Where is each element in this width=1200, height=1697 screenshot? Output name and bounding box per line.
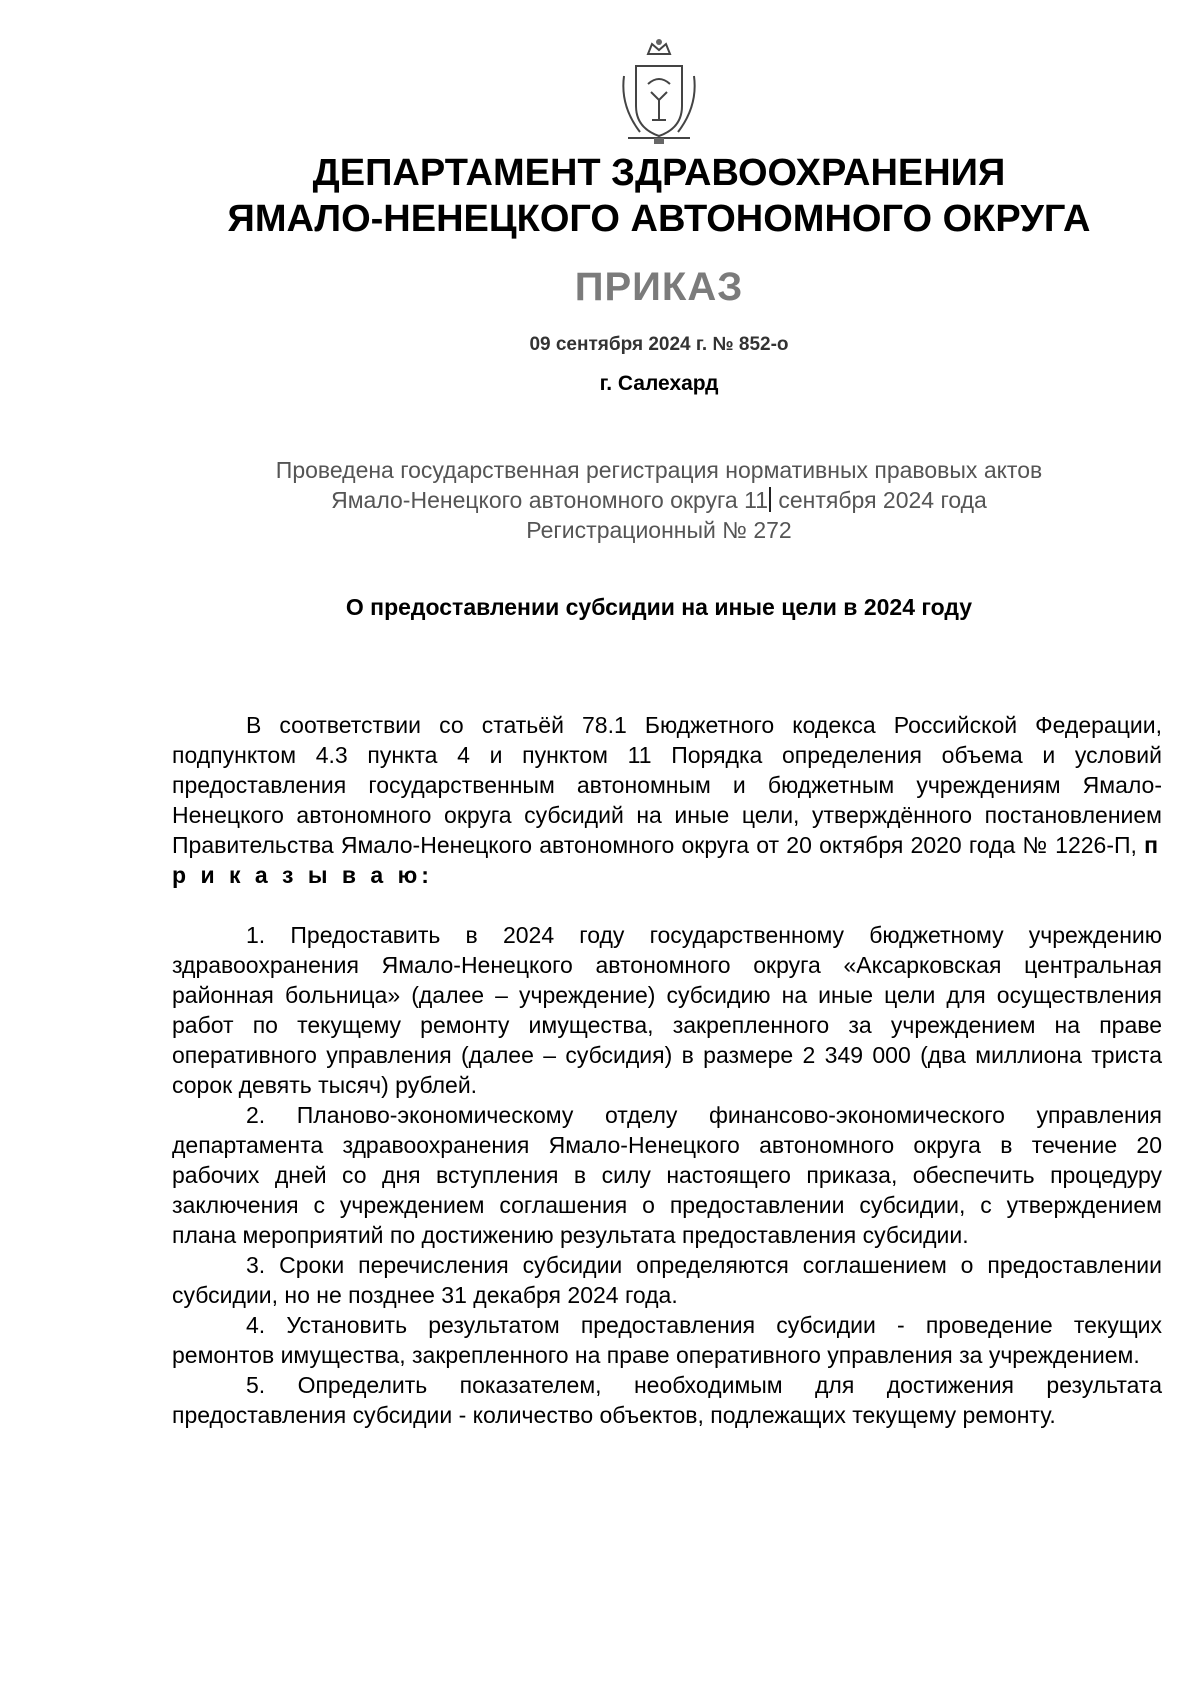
registration-stamp [0,455,1200,545]
doc-type-title: ПРИКАЗ [574,265,744,309]
order-date-number: 09 сентября 2024 г. № 852-о [529,334,789,355]
order-subject: О предоставлении субсидии на иные цели в 2024 году [345,594,973,620]
order-item-1: 1. Предоставить в 2024 году государственному бюджетному учреждению здравоохранения Ямало-Ненецкого автономного округа «Аксарковская центральная районная больница» (далее – учреждение) субсидию на иные цели для осуществления работ по текущему ремонту имущества, закрепленного за учреждением на праве оперативного управления (далее – субсидия) в размере 2 349 000 (два миллиона триста сорок девять тысяч) рублей. [172,922,1162,1098]
coat-of-arms-emblem [618,36,700,148]
department-line-1: ДЕПАРТАМЕНТ ЗДРАВООХРАНЕНИЯ [312,152,1006,194]
order-item-4: 4. Установить результатом предоставления субсидии - проведение текущих ремонтов имущества, закрепленного на праве оперативного управления за учреждением. [172,1312,1162,1368]
order-item-2: 2. Планово-экономическому отделу финансово-экономического управления департамента здравоохранения Ямало-Ненецкого автономного округа в течение 20 рабочих дней со дня вступления в силу настоящего приказа, обеспечить процедуру заключения с учреждением соглашения о предоставлении субсидии, с утверждением плана мероприятий по достижению результата предоставления субсидии. [172,1102,1162,1248]
registration-line-2-end: сентября 2024 года [771,487,987,513]
preamble-text: В соответствии со статьёй 78.1 Бюджетного кодекса Российской Федерации, подпунктом 4.3 пункта 4 и пунктом 11 Порядка определения объема и условий предоставления государственным автономным и бюджетным учреждениям Ямало-Ненецкого автономного округа субсидий на иные цели, утверждённого постановлением Правительства Ямало-Ненецкого автономного округа от 20 октября 2020 года № 1226-П, [172,712,1162,858]
department-line-2: ЯМАЛО-НЕНЕЦКОГО АВТОНОМНОГО ОКРУГА [227,198,1091,240]
order-city: г. Салехард [599,372,719,395]
directive-word: п р и к а з ы в а ю: [172,832,1162,888]
registration-number: Регистрационный № 272 [526,517,792,543]
preamble-paragraph [172,710,1162,890]
order-item-3: 3. Сроки перечисления субсидии определяются соглашением о предоставлении субсидии, но не позднее 31 декабря 2024 года. [172,1252,1162,1308]
department-name [0,150,1200,242]
registration-line-1: Проведена государственная регистрация нормативных правовых актов [275,457,1043,483]
order-body [172,710,1162,1430]
registration-line-2-start: Ямало-Ненецкого автономного округа 11 [331,487,768,513]
text-cursor [769,487,771,512]
registration-line-2 [0,485,1200,515]
order-item-5: 5. Определить показателем, необходимым для достижения результата предоставления субсидии - количество объектов, подлежащих текущему ремонту. [172,1372,1162,1428]
